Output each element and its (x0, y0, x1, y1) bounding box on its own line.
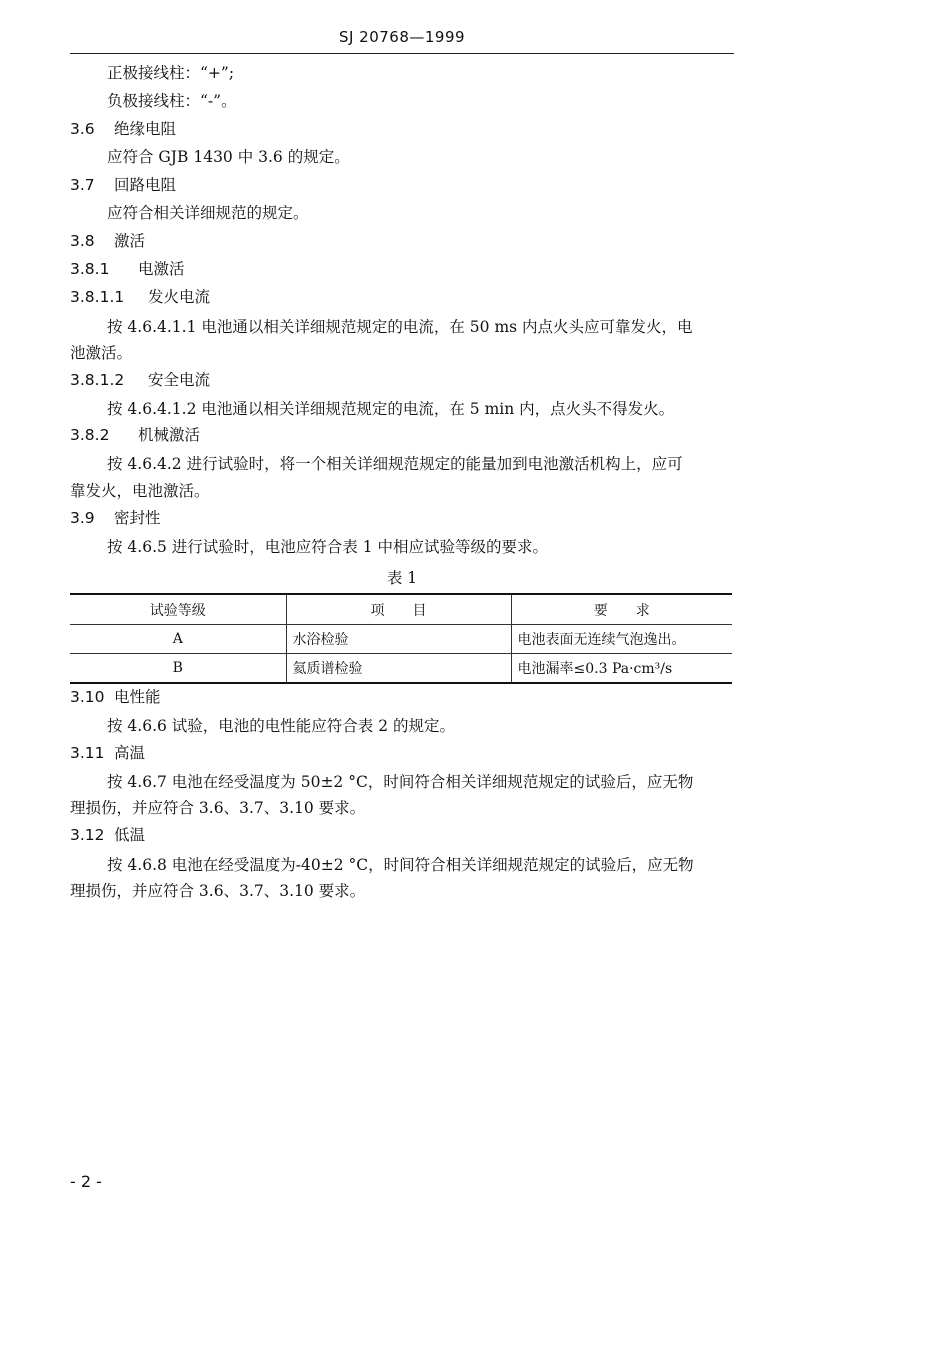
section-3-8-2-text-line-2: 靠发火，电池激活。 (70, 482, 210, 500)
negative-terminal-line: 负极接线柱：“-”。 (107, 92, 237, 110)
column-header-grade: 试验等级 (70, 594, 286, 625)
table-row (70, 654, 732, 684)
section-number: 3.11 (70, 744, 105, 762)
section-3-12-heading (70, 825, 734, 845)
table-1 (70, 593, 732, 684)
section-title: 激活 (114, 232, 146, 250)
section-title: 安全电流 (148, 371, 211, 389)
requirement-cell: 电池表面无连续气泡逸出。 (511, 625, 732, 654)
section-3-9-heading (70, 508, 734, 528)
header-rule (70, 53, 734, 54)
section-3-9-text: 按 4.6.5 进行试验时，电池应符合表 1 中相应试验等级的要求。 (107, 538, 549, 556)
section-3-11-heading (70, 743, 734, 763)
section-3-8-1-1-heading (70, 287, 734, 307)
section-3-7-text: 应符合相关详细规范的规定。 (107, 204, 309, 222)
table-row (70, 625, 732, 654)
section-title: 绝缘电阻 (114, 120, 177, 138)
grade-cell: A (70, 625, 286, 654)
positive-terminal-line: 正极接线柱：“+”; (107, 64, 235, 82)
section-title: 低温 (114, 826, 146, 844)
column-header-requirement: 要 求 (511, 594, 732, 625)
grade-cell: B (70, 654, 286, 684)
section-number: 3.8.1.1 (70, 288, 125, 306)
section-title: 高温 (114, 744, 146, 762)
section-3-8-1-1-text-line-1: 按 4.6.4.1.1 电池通以相关详细规范规定的电流，在 50 ms 内点火头应可靠发火，电 (107, 318, 693, 336)
section-3-8-2-text-line-1: 按 4.6.4.2 进行试验时，将一个相关详细规范规定的能量加到电池激活机构上，应可 (107, 455, 683, 473)
section-number: 3.8.1 (70, 260, 110, 278)
section-number: 3.8 (70, 232, 95, 250)
section-3-11-text-line-1: 按 4.6.7 电池在经受温度为 50±2 °C，时间符合相关详细规范规定的试验后，应无物 (107, 773, 694, 791)
section-3-12-text-line-1: 按 4.6.8 电池在经受温度为-40±2 °C，时间符合相关详细规范规定的试验后，应无物 (107, 856, 694, 874)
section-title: 机械激活 (138, 426, 201, 444)
table-1-caption: 表 1 (386, 569, 418, 587)
section-3-8-1-1-text-line-2: 池激活。 (70, 344, 133, 362)
section-3-11-text-line-2: 理损伤，并应符合 3.6、3.7、3.10 要求。 (70, 799, 366, 817)
section-3-6-text: 应符合 GJB 1430 中 3.6 的规定。 (107, 148, 350, 166)
page-number: - 2 - (70, 1172, 102, 1191)
section-3-7-heading (70, 175, 734, 195)
section-number: 3.8.1.2 (70, 371, 125, 389)
section-number: 3.7 (70, 176, 95, 194)
requirement-cell: 电池漏率≤0.3 Pa·cm³/s (511, 654, 732, 684)
section-3-8-2-heading (70, 425, 734, 445)
column-header-item: 项 目 (286, 594, 511, 625)
section-3-8-1-2-heading (70, 370, 734, 390)
item-cell: 氦质谱检验 (286, 654, 511, 684)
section-3-8-1-heading (70, 259, 734, 279)
section-number: 3.9 (70, 509, 95, 527)
section-number: 3.10 (70, 688, 105, 706)
document-code-header: SJ 20768—1999 (338, 28, 466, 46)
section-number: 3.12 (70, 826, 105, 844)
section-title: 电性能 (114, 688, 161, 706)
section-3-12-text-line-2: 理损伤，并应符合 3.6、3.7、3.10 要求。 (70, 882, 366, 900)
section-title: 密封性 (114, 509, 161, 527)
section-3-10-text: 按 4.6.6 试验，电池的电性能应符合表 2 的规定。 (107, 717, 456, 735)
item-cell: 水浴检验 (286, 625, 511, 654)
section-3-6-heading (70, 119, 734, 139)
section-number: 3.8.2 (70, 426, 110, 444)
section-number: 3.6 (70, 120, 95, 138)
section-title: 回路电阻 (114, 176, 177, 194)
table-header-row (70, 594, 732, 625)
section-3-10-heading (70, 687, 734, 707)
section-3-8-1-2-text: 按 4.6.4.1.2 电池通以相关详细规范规定的电流，在 5 min 内，点火头不得发火。 (107, 400, 675, 418)
section-title: 电激活 (138, 260, 185, 278)
section-3-8-heading (70, 231, 734, 251)
section-title: 发火电流 (148, 288, 211, 306)
